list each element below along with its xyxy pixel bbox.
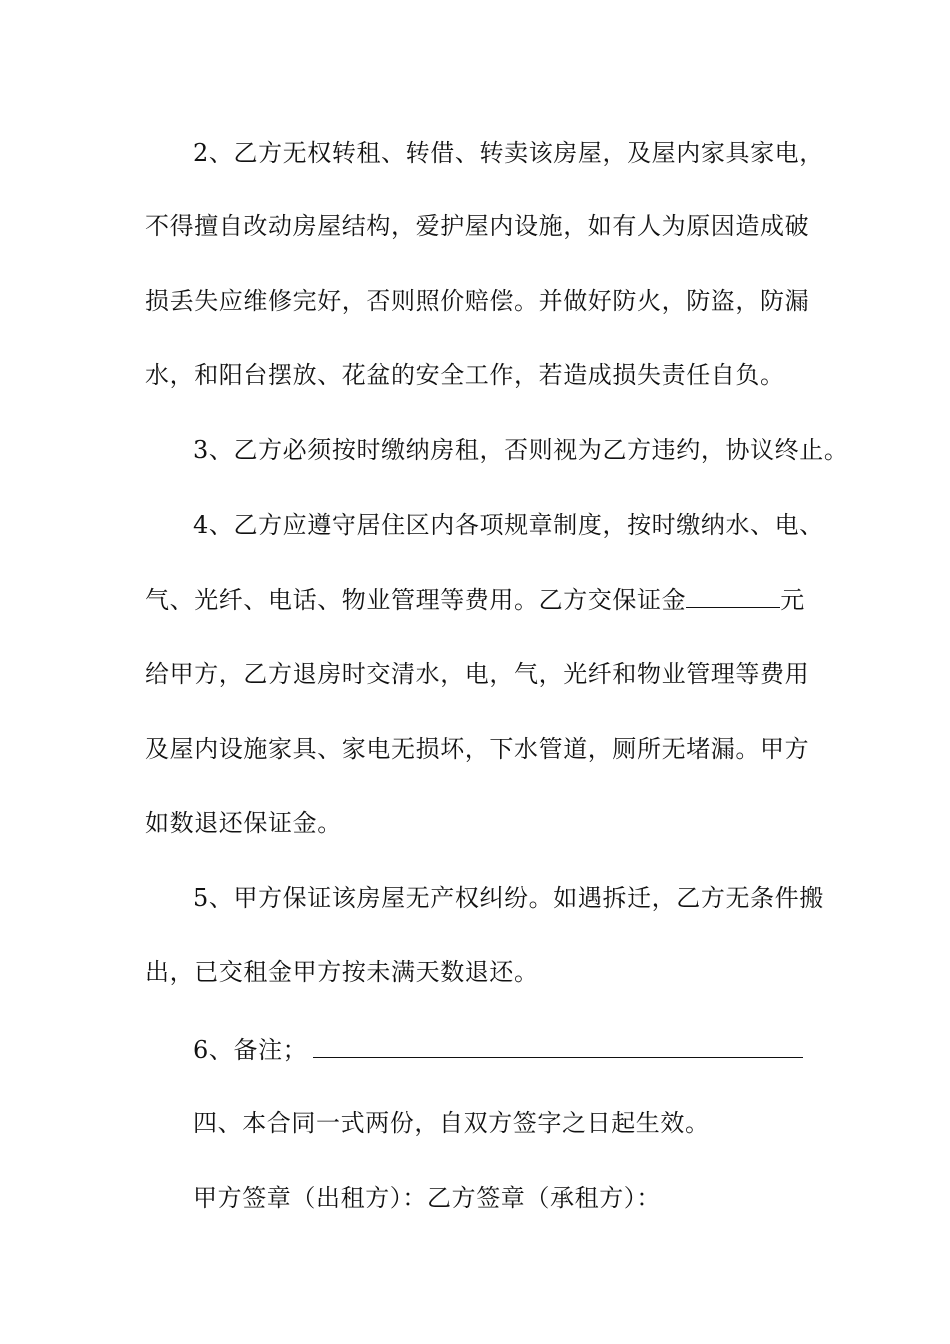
clause-3-line-1: 3、乙方必须按时缴纳房租，否则视为乙方违约，协议终止。 [193, 436, 849, 464]
clause-6-label: 6、备注； [193, 1036, 308, 1064]
clause-4-line-4: 及屋内设施家具、家电无损坏，下水管道，厕所无堵漏。甲方 [145, 735, 810, 763]
clause-2-line-2: 不得擅自改动房屋结构，爱护屋内设施，如有人为原因造成破 [145, 212, 810, 240]
clause-2-line-3: 损丢失应维修完好，否则照价赔偿。并做好防火，防盗，防漏 [145, 287, 810, 315]
clause-2-line-1: 2、乙方无权转租、转借、转卖该房屋，及屋内家具家电， [193, 139, 824, 167]
clause-5-line-1: 5、甲方保证该房屋无产权纠纷。如遇拆迁，乙方无条件搬 [193, 884, 824, 912]
deposit-amount-blank [686, 585, 780, 608]
remarks-blank [313, 1035, 803, 1058]
clause-4-line-3: 给甲方，乙方退房时交清水，电，气，光纤和物业管理等费用 [145, 660, 810, 688]
clause-4-line-2 [145, 585, 805, 615]
clause-four: 四、本合同一式两份，自双方签字之日起生效。 [193, 1109, 710, 1137]
clause-4-line-1: 4、乙方应遵守居住区内各项规章制度，按时缴纳水、电、 [193, 511, 824, 539]
clause-4-line-5: 如数退还保证金。 [145, 809, 342, 837]
clause-5-line-2: 出，已交租金甲方按未满天数退还。 [145, 958, 539, 986]
clause-2-line-4: 水，和阳台摆放、花盆的安全工作，若造成损失责任自负。 [145, 361, 785, 389]
signature-line: 甲方签章（出租方）：乙方签章（承租方）： [193, 1184, 661, 1212]
clause-4-line-2-after: 元 [780, 586, 805, 614]
clause-6-line-1 [193, 1035, 803, 1065]
clause-4-line-2-before: 气、光纤、电话、物业管理等费用。乙方交保证金 [145, 586, 687, 614]
